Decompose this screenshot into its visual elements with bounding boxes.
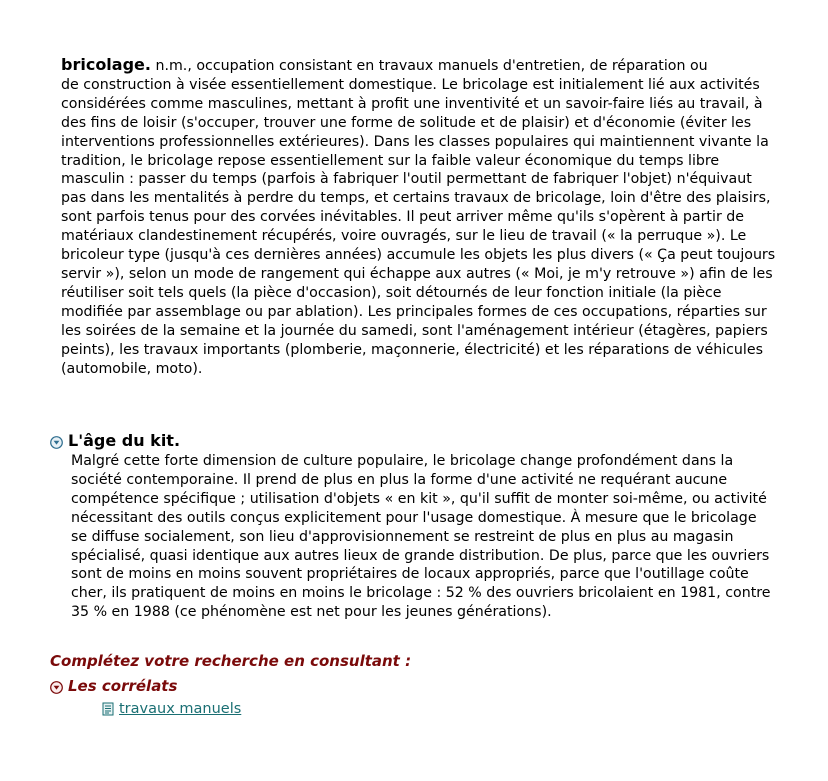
complete-research-heading: Complétez votre recherche en consultant : (50, 652, 412, 670)
entry-first-line (50, 56, 780, 76)
entry-definition-body (50, 76, 780, 379)
entry-headword: bricolage. (61, 55, 151, 74)
section-title-row (50, 431, 780, 450)
section-title: L'âge du kit. (68, 431, 181, 450)
correlat-link-row (102, 701, 241, 717)
correlat-link-travaux-manuels[interactable]: travaux manuels (119, 701, 242, 717)
entry-definition-start: , occupation consistant en travaux manuels d'entretien, de réparation ou (187, 58, 708, 74)
entry-part-of-speech: n.m. (155, 58, 188, 74)
section-kit (50, 431, 780, 622)
correlats-title: Les corrélats (68, 677, 178, 695)
document-icon (102, 702, 115, 716)
dictionary-entry (50, 56, 780, 378)
correlats-arrow-icon[interactable] (50, 680, 63, 693)
correlats-heading (50, 677, 177, 695)
section-body: Malgré cette forte dimension de culture populaire, le bricolage change profondément dans la société contemporaine. Il prend de plus en plus la forme d'une activité ne requérant aucune compétence spécifique ; utilisation d'objets « en kit », qu'il suffit de monter soi-même, ou activité nécessitant des outils conçus explicitement pour l'usage domestique. À mesure que le bricolage se diffuse socialement, son lieu d'approvisionnement se restreint de plus en plus au magasin spécialisé, quasi identique aux autres lieux de grande distribution. De plus, parce que les ouvriers sont de moins en moins souvent propriétaires de locaux appropriés, parce que l'outillage coûte cher, ils pratiquent de moins en moins le bricolage : 52 % des ouvriers bricolaient en 1981, contre 35 % en 1988 (ce phénomène est net pour les jeunes générations). (71, 453, 771, 621)
section-arrow-icon[interactable] (50, 434, 63, 447)
entry-definition-text: de construction à visée essentiellement domestique. Le bricolage est initialement lié aux activités considérées comme masculines, mettant à profit une inventivité et un savoir-faire liés au travail, à des fins de loisir (s'occuper, trouver une forme de solitude et de plaisir) et d'économie (éviter les interventions professionnelles extérieures). Dans les classes populaires qui maintiennent vivante la tradition, le bricolage repose essentiellement sur la faible valeur économique du temps libre masculin : passer du temps (parfois à fabriquer l'outil permettant de fabriquer l'objet) n'équivaut pas dans les mentalités à perdre du temps, et certains travaux de bricolage, loin d'être des plaisirs, sont parfois tenus pour des corvées inévitables. Il peut arriver même qu'ils s'opèrent à partir de matériaux clandestinement récupérés, voire ouvragés, sur le lieu de travail (« la perruque »). Le bricoleur type (jusqu'à ces dernières années) accumule les objets les plus divers (« Ça peut toujours servir »), selon un mode de rangement qui échappe aux autres (« Moi, je m'y retrouve ») afin de les réutiliser soit tels quels (la pièce d'occasion), soit détournés de leur fonction initiale (la pièce modifiée par assemblage ou par ablation). Les principales formes de ces occupations, réparties sur les soirées de la semaine et la journée du samedi, sont l'aménagement intérieur (étagères, papiers peints), les travaux importants (plomberie, maçonnerie, électricité) et les réparations de véhicules (automobile, moto). (61, 76, 776, 377)
